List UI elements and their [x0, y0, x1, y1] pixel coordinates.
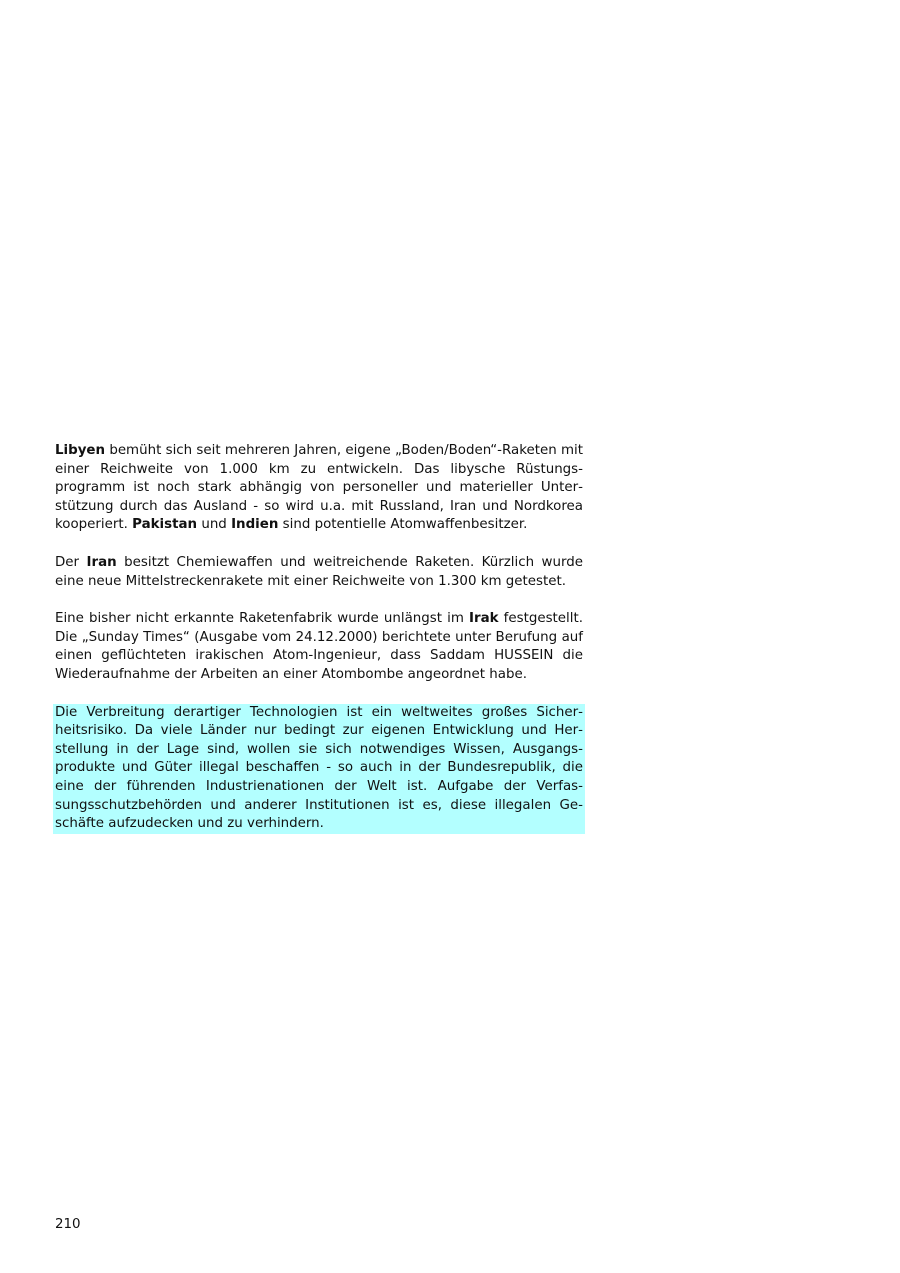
bold-term: Pakistan: [132, 517, 198, 533]
text-run: Die Verbreitung derartiger Technologien ist ein weltweites großes Sicherheitsrisiko. Da viele Länder nur bedingt zur eigenen Entwicklung und Herstellung in der Lage sind, wollen sie sich notwendiges Wissen, Ausgangsprodukte und Güter illegal beschaffen - so auch in der Bundesrepublik, die eine der führenden Industrienationen der Welt ist. Aufgabe der Verfassungsschutzbehörden und anderer Institutionen ist es, diese illegalen Geschäfte aufzudecken und zu verhindern.: [55, 704, 583, 832]
paragraph-verbreitung-highlighted: [53, 704, 585, 834]
bold-term: Libyen: [55, 443, 106, 458]
text-run: Der: [55, 554, 87, 570]
bold-term: Indien: [231, 517, 279, 533]
bold-term: Irak: [469, 611, 499, 627]
paragraph-gap: [55, 685, 583, 704]
paragraph-iran: [55, 554, 583, 591]
page-number: 210: [55, 1217, 81, 1232]
bold-term: Iran: [86, 554, 117, 570]
text-run: sind potentielle Atomwaffenbesitzer.: [278, 517, 528, 533]
paragraph-libyen: [55, 442, 583, 535]
paragraph-gap: [55, 535, 583, 554]
text-run: bemüht sich seit mehreren Jahren, eigene „Boden/Boden“-Raketen mit einer Reichweite von 1.000 km zu entwickeln. Das libysche Rüstungsprogramm ist noch stark abhängig von personeller und materieller Unterstützung durch das Ausland - so wird u.a. mit Russland, Iran und Nordkorea kooperiert.: [55, 443, 583, 533]
paragraph-gap: [55, 591, 583, 610]
text-run: besitzt Chemiewaffen und weitreichende Raketen. Kürzlich wurde eine neue Mittelstreckenrakete mit einer Reichweite von 1.300 km getestet.: [55, 554, 583, 589]
text-run: und: [197, 517, 232, 533]
text-run: Eine bisher nicht erkannte Raketenfabrik wurde unlängst im: [55, 611, 469, 627]
text-run: festgestellt. Die „Sunday Times“ (Ausgabe vom 24.12.2000) berichtete unter Berufung auf einen geflüchteten irakischen Atom-Ingenieur, dass Saddam HUSSEIN die Wiederaufnahme der Arbeiten an einer Atombombe angeordnet habe.: [55, 611, 583, 682]
paragraph-irak: [55, 610, 583, 684]
text-column: [55, 442, 583, 834]
